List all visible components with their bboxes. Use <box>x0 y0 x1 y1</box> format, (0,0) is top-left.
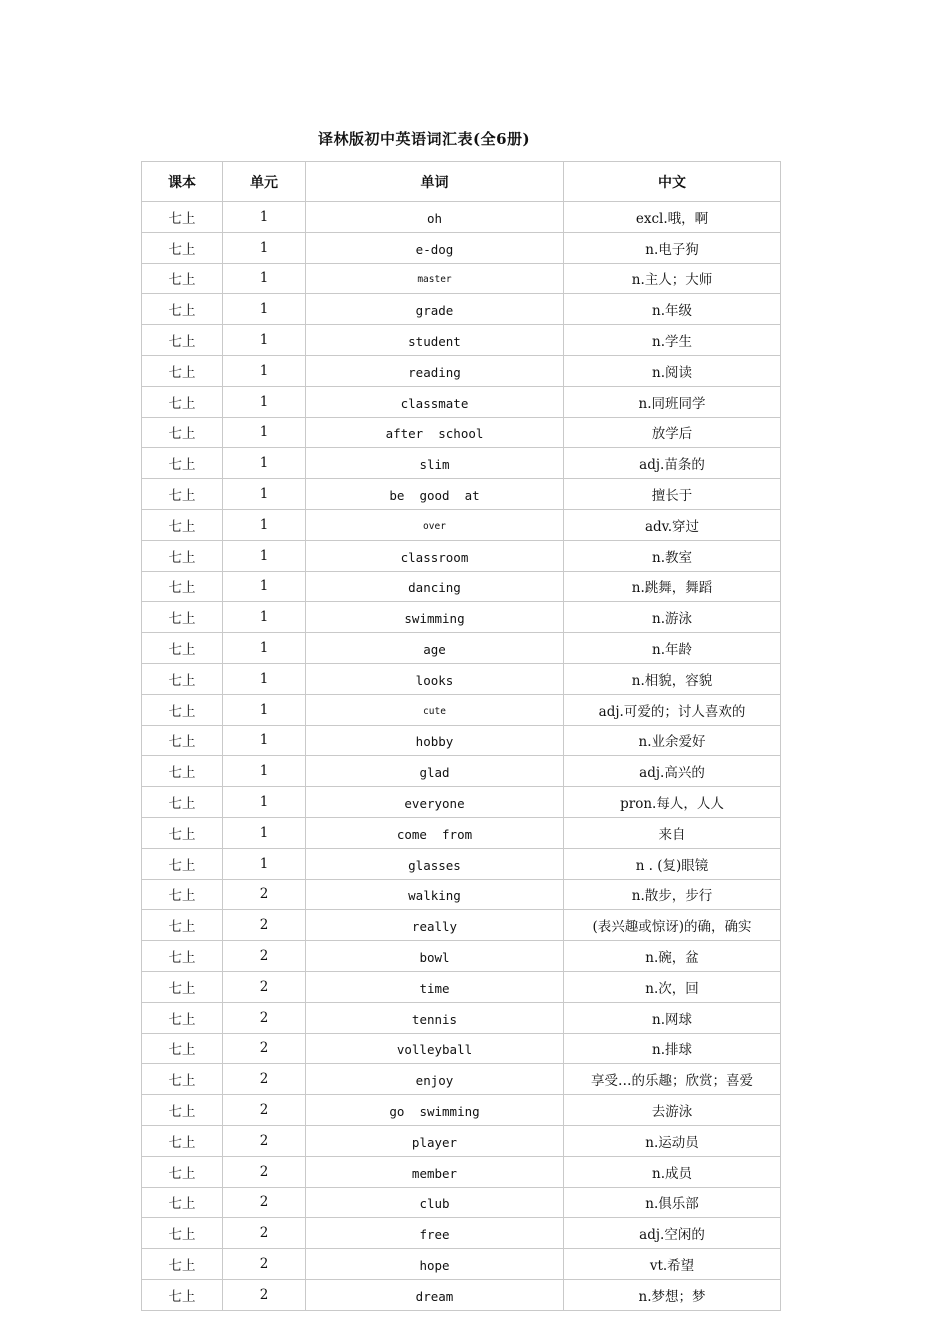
cell-unit: 2 <box>223 1033 306 1064</box>
cell-unit: 2 <box>223 1125 306 1156</box>
cell-word: student <box>306 325 564 356</box>
cell-word: grade <box>306 294 564 325</box>
cell-meaning: adj.空闲的 <box>564 1218 781 1249</box>
table-row <box>142 479 781 510</box>
table-row <box>142 1218 781 1249</box>
cell-word: master <box>306 263 564 294</box>
cell-word: oh <box>306 202 564 233</box>
table-row <box>142 1187 781 1218</box>
cell-word: e-dog <box>306 232 564 263</box>
cell-word: walking <box>306 879 564 910</box>
cell-word: member <box>306 1156 564 1187</box>
cell-meaning: 来自 <box>564 817 781 848</box>
table-row <box>142 879 781 910</box>
cell-unit: 1 <box>223 817 306 848</box>
cell-unit: 1 <box>223 263 306 294</box>
table-row <box>142 571 781 602</box>
table-row <box>142 294 781 325</box>
cell-meaning: n.网球 <box>564 1002 781 1033</box>
cell-book: 七上 <box>142 1156 223 1187</box>
cell-word: go swimming <box>306 1095 564 1126</box>
cell-word: come from <box>306 817 564 848</box>
cell-book: 七上 <box>142 756 223 787</box>
table-row <box>142 848 781 879</box>
cell-unit: 2 <box>223 1279 306 1310</box>
table-row <box>142 787 781 818</box>
table-row <box>142 1279 781 1310</box>
cell-unit: 2 <box>223 1064 306 1095</box>
cell-meaning: n . (复)眼镜 <box>564 848 781 879</box>
table-row <box>142 1002 781 1033</box>
cell-book: 七上 <box>142 1218 223 1249</box>
cell-unit: 1 <box>223 232 306 263</box>
cell-unit: 1 <box>223 602 306 633</box>
cell-book: 七上 <box>142 325 223 356</box>
cell-meaning: n.碗，盆 <box>564 941 781 972</box>
cell-word: volleyball <box>306 1033 564 1064</box>
cell-book: 七上 <box>142 202 223 233</box>
cell-meaning: n.电子狗 <box>564 232 781 263</box>
cell-book: 七上 <box>142 817 223 848</box>
table-row <box>142 448 781 479</box>
table-row <box>142 509 781 540</box>
header-word: 单词 <box>306 162 564 202</box>
table-row <box>142 232 781 263</box>
cell-unit: 1 <box>223 386 306 417</box>
cell-meaning: (表兴趣或惊讶)的确，确实 <box>564 910 781 941</box>
cell-meaning: n.主人；大师 <box>564 263 781 294</box>
cell-word: glad <box>306 756 564 787</box>
cell-book: 七上 <box>142 663 223 694</box>
cell-unit: 1 <box>223 663 306 694</box>
cell-book: 七上 <box>142 1249 223 1280</box>
cell-meaning: n.相貌，容貌 <box>564 663 781 694</box>
cell-unit: 1 <box>223 848 306 879</box>
cell-unit: 1 <box>223 417 306 448</box>
table-row <box>142 1064 781 1095</box>
cell-word: player <box>306 1125 564 1156</box>
cell-book: 七上 <box>142 602 223 633</box>
table-row <box>142 1095 781 1126</box>
header-book: 课本 <box>142 162 223 202</box>
cell-meaning: n.年龄 <box>564 633 781 664</box>
cell-unit: 1 <box>223 294 306 325</box>
table-row <box>142 1033 781 1064</box>
cell-book: 七上 <box>142 386 223 417</box>
cell-unit: 2 <box>223 971 306 1002</box>
cell-word: everyone <box>306 787 564 818</box>
cell-word: time <box>306 971 564 1002</box>
cell-unit: 1 <box>223 756 306 787</box>
cell-unit: 1 <box>223 633 306 664</box>
cell-unit: 1 <box>223 202 306 233</box>
cell-book: 七上 <box>142 941 223 972</box>
table-row <box>142 1249 781 1280</box>
cell-book: 七上 <box>142 417 223 448</box>
table-row <box>142 202 781 233</box>
cell-meaning: adj.可爱的；讨人喜欢的 <box>564 694 781 725</box>
cell-book: 七上 <box>142 1125 223 1156</box>
cell-book: 七上 <box>142 787 223 818</box>
cell-meaning: vt.希望 <box>564 1249 781 1280</box>
cell-meaning: n.次，回 <box>564 971 781 1002</box>
cell-meaning: adj.高兴的 <box>564 756 781 787</box>
cell-meaning: n.业余爱好 <box>564 725 781 756</box>
cell-word: glasses <box>306 848 564 879</box>
cell-meaning: n.排球 <box>564 1033 781 1064</box>
cell-word: club <box>306 1187 564 1218</box>
cell-meaning: n.同班同学 <box>564 386 781 417</box>
cell-word: swimming <box>306 602 564 633</box>
table-row <box>142 386 781 417</box>
cell-meaning: 擅长于 <box>564 479 781 510</box>
cell-meaning: 放学后 <box>564 417 781 448</box>
cell-meaning: n.跳舞，舞蹈 <box>564 571 781 602</box>
cell-unit: 2 <box>223 1156 306 1187</box>
cell-word: bowl <box>306 941 564 972</box>
cell-book: 七上 <box>142 540 223 571</box>
cell-meaning: n.梦想；梦 <box>564 1279 781 1310</box>
cell-book: 七上 <box>142 232 223 263</box>
cell-unit: 1 <box>223 479 306 510</box>
cell-word: be good at <box>306 479 564 510</box>
cell-meaning: n.教室 <box>564 540 781 571</box>
cell-book: 七上 <box>142 294 223 325</box>
page-title: 译林版初中英语词汇表(全6册) <box>318 130 531 148</box>
header-unit: 单元 <box>223 162 306 202</box>
cell-meaning: excl.哦，啊 <box>564 202 781 233</box>
table-row <box>142 725 781 756</box>
cell-word: age <box>306 633 564 664</box>
cell-unit: 2 <box>223 1249 306 1280</box>
cell-unit: 1 <box>223 355 306 386</box>
cell-book: 七上 <box>142 509 223 540</box>
table-body <box>142 202 781 1311</box>
table-row <box>142 663 781 694</box>
cell-word: cute <box>306 694 564 725</box>
cell-unit: 1 <box>223 694 306 725</box>
table-row <box>142 694 781 725</box>
cell-word: classmate <box>306 386 564 417</box>
cell-meaning: n.年级 <box>564 294 781 325</box>
cell-meaning: n.游泳 <box>564 602 781 633</box>
cell-book: 七上 <box>142 725 223 756</box>
cell-meaning: n.阅读 <box>564 355 781 386</box>
cell-book: 七上 <box>142 633 223 664</box>
table-row <box>142 971 781 1002</box>
cell-book: 七上 <box>142 1095 223 1126</box>
table-row <box>142 941 781 972</box>
cell-unit: 2 <box>223 1218 306 1249</box>
table-row <box>142 1156 781 1187</box>
cell-meaning: adj.苗条的 <box>564 448 781 479</box>
cell-book: 七上 <box>142 571 223 602</box>
cell-unit: 1 <box>223 725 306 756</box>
cell-unit: 1 <box>223 448 306 479</box>
cell-unit: 1 <box>223 509 306 540</box>
cell-book: 七上 <box>142 879 223 910</box>
cell-unit: 2 <box>223 1002 306 1033</box>
cell-word: enjoy <box>306 1064 564 1095</box>
cell-book: 七上 <box>142 971 223 1002</box>
cell-word: tennis <box>306 1002 564 1033</box>
cell-unit: 1 <box>223 787 306 818</box>
table-row <box>142 263 781 294</box>
cell-word: free <box>306 1218 564 1249</box>
cell-unit: 2 <box>223 941 306 972</box>
cell-book: 七上 <box>142 1033 223 1064</box>
cell-meaning: 去游泳 <box>564 1095 781 1126</box>
cell-unit: 2 <box>223 910 306 941</box>
table-row <box>142 910 781 941</box>
cell-meaning: n.散步，步行 <box>564 879 781 910</box>
cell-word: slim <box>306 448 564 479</box>
cell-book: 七上 <box>142 848 223 879</box>
cell-word: really <box>306 910 564 941</box>
cell-word: looks <box>306 663 564 694</box>
cell-meaning: adv.穿过 <box>564 509 781 540</box>
cell-word: reading <box>306 355 564 386</box>
table-row <box>142 756 781 787</box>
cell-meaning: n.成员 <box>564 1156 781 1187</box>
cell-book: 七上 <box>142 910 223 941</box>
cell-book: 七上 <box>142 1187 223 1218</box>
cell-book: 七上 <box>142 263 223 294</box>
cell-book: 七上 <box>142 479 223 510</box>
cell-word: hope <box>306 1249 564 1280</box>
cell-word: dream <box>306 1279 564 1310</box>
cell-meaning: n.俱乐部 <box>564 1187 781 1218</box>
cell-book: 七上 <box>142 1002 223 1033</box>
cell-book: 七上 <box>142 1064 223 1095</box>
cell-word: dancing <box>306 571 564 602</box>
cell-book: 七上 <box>142 355 223 386</box>
cell-unit: 2 <box>223 879 306 910</box>
table-row <box>142 325 781 356</box>
vocabulary-table <box>141 161 781 1311</box>
cell-meaning: pron.每人，人人 <box>564 787 781 818</box>
cell-unit: 1 <box>223 540 306 571</box>
cell-book: 七上 <box>142 694 223 725</box>
cell-unit: 2 <box>223 1187 306 1218</box>
table-row <box>142 540 781 571</box>
table-row <box>142 602 781 633</box>
table-row <box>142 1125 781 1156</box>
table-row <box>142 417 781 448</box>
cell-book: 七上 <box>142 448 223 479</box>
cell-word: over <box>306 509 564 540</box>
cell-unit: 1 <box>223 325 306 356</box>
table-row <box>142 633 781 664</box>
cell-meaning: n.运动员 <box>564 1125 781 1156</box>
table-header-row <box>142 162 781 202</box>
cell-word: hobby <box>306 725 564 756</box>
cell-word: classroom <box>306 540 564 571</box>
cell-meaning: 享受…的乐趣；欣赏；喜爱 <box>564 1064 781 1095</box>
header-meaning: 中文 <box>564 162 781 202</box>
table-row <box>142 355 781 386</box>
cell-unit: 1 <box>223 571 306 602</box>
cell-meaning: n.学生 <box>564 325 781 356</box>
cell-unit: 2 <box>223 1095 306 1126</box>
cell-book: 七上 <box>142 1279 223 1310</box>
cell-word: after school <box>306 417 564 448</box>
table-row <box>142 817 781 848</box>
